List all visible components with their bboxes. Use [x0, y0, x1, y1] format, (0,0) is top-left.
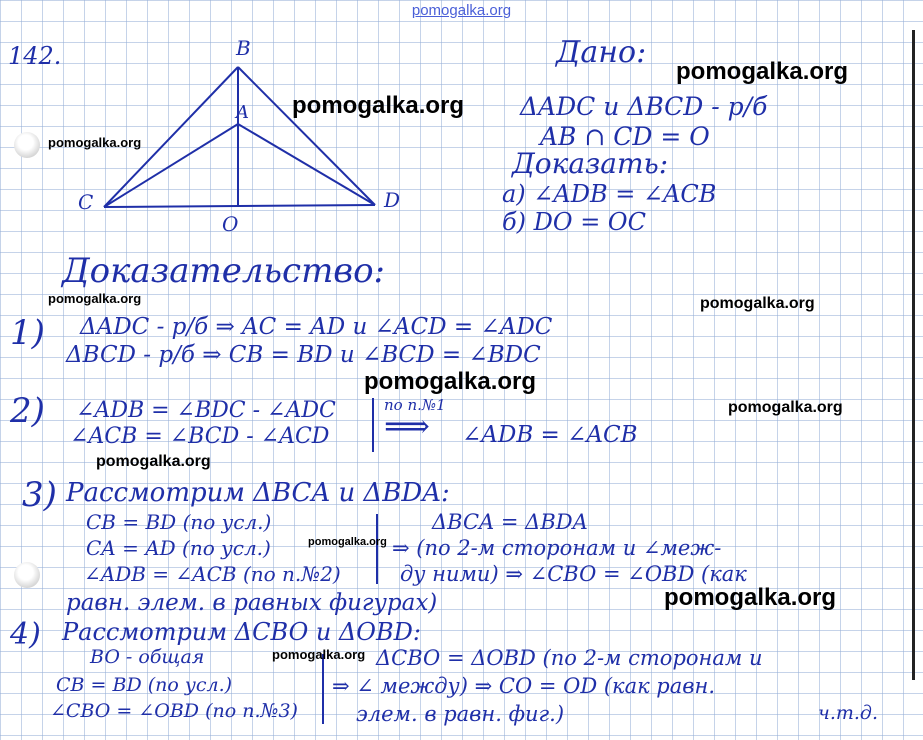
watermark: pomogalka.org — [364, 368, 537, 395]
watermark: pomogalka.org — [48, 291, 142, 306]
step-4-left-1: BO - общая — [90, 646, 205, 668]
point-label-O: O — [222, 212, 239, 236]
watermark: pomogalka.org — [700, 295, 815, 312]
step-3-right-2: ⇒ (по 2-м сторонам и ∠меж- — [392, 536, 722, 560]
given-line-2: AB ∩ CD = O — [540, 122, 710, 151]
step-2-number: 2) — [10, 391, 45, 431]
step-2-arrow: ⟹ — [384, 407, 430, 445]
watermark: pomogalka.org — [728, 399, 843, 416]
point-label-D: D — [384, 188, 401, 212]
step-4-number: 4) — [10, 617, 41, 652]
step-4-right-1: ΔCBO = ΔOBD (по 2-м сторонам и — [376, 646, 763, 670]
step-4-title: Рассмотрим ΔCBO и ΔOBD: — [62, 618, 421, 646]
step-4-right-3: элем. в равн. фиг.) — [356, 702, 565, 726]
step-3-bracket — [376, 514, 378, 584]
step-3-number: 3) — [22, 475, 57, 515]
triangle-lines — [104, 67, 375, 207]
step-3-left-1: CB = BD (по усл.) — [86, 510, 272, 534]
step-4-bracket — [322, 654, 324, 724]
watermark: pomogalka.org — [664, 584, 837, 611]
given-line-1: ΔADC и ΔBCD - р/б — [520, 92, 768, 121]
watermark: pomogalka.org — [96, 453, 211, 470]
given-title: Дано: — [556, 35, 647, 70]
point-label-C: C — [78, 190, 94, 214]
point-label-A: A — [236, 102, 249, 123]
step-2-note: по п.№1 — [384, 396, 446, 414]
segment-CD — [104, 205, 375, 207]
step-2-bracket — [372, 398, 374, 452]
prove-a: а) ∠ADB = ∠ACB — [502, 180, 717, 208]
step-3-left-2: CA = AD (по усл.) — [86, 536, 271, 560]
prove-title: Доказать: — [512, 147, 669, 180]
step-2-result: ∠ADB = ∠ACB — [462, 422, 638, 448]
step-2-line-1: ∠ADB = ∠BDC - ∠ADC — [76, 398, 336, 423]
watermark: pomogalka.org — [272, 647, 366, 662]
watermark: pomogalka.org — [292, 92, 465, 119]
step-4-right-2: ⇒ ∠ между) ⇒ CO = OD (как равн. — [332, 674, 716, 698]
step-3-left-3: ∠ADB = ∠ACB (по п.№2) — [84, 562, 341, 586]
proof-title: Доказательство: — [62, 251, 386, 291]
watermark: pomogalka.org — [308, 536, 387, 548]
step-1-number: 1) — [10, 313, 45, 353]
prove-b: б) DO = OC — [502, 208, 646, 236]
watermark: pomogalka.org — [48, 135, 142, 150]
step-3-right-4: равн. элем. в равных фигурах) — [66, 590, 438, 616]
step-3-right-3: ду ними) ⇒ ∠CBO = ∠OBD (как — [400, 562, 747, 586]
watermark: pomogalka.org — [676, 58, 849, 85]
step-1-line-2: ΔBCD - р/б ⇒ CB = BD и ∠BCD = ∠BDC — [66, 342, 541, 368]
step-3-right-1: ΔBCA = ΔBDA — [432, 510, 588, 534]
site-header-link[interactable]: pomogalka.org — [411, 2, 512, 19]
step-4-left-2: CB = BD (по усл.) — [56, 674, 233, 696]
step-4-left-3: ∠CBO = ∠OBD (по п.№3) — [50, 700, 298, 722]
step-3-title: Рассмотрим ΔBCA и ΔBDA: — [66, 478, 450, 508]
step-2-line-2: ∠ACB = ∠BCD - ∠ACD — [70, 424, 330, 449]
step-4-end: ч.т.д. — [818, 702, 878, 724]
point-label-B: B — [236, 36, 251, 60]
problem-number: 142. — [8, 42, 62, 70]
step-1-line-1: ΔADC - р/б ⇒ AC = AD и ∠ACD = ∠ADC — [80, 314, 553, 340]
